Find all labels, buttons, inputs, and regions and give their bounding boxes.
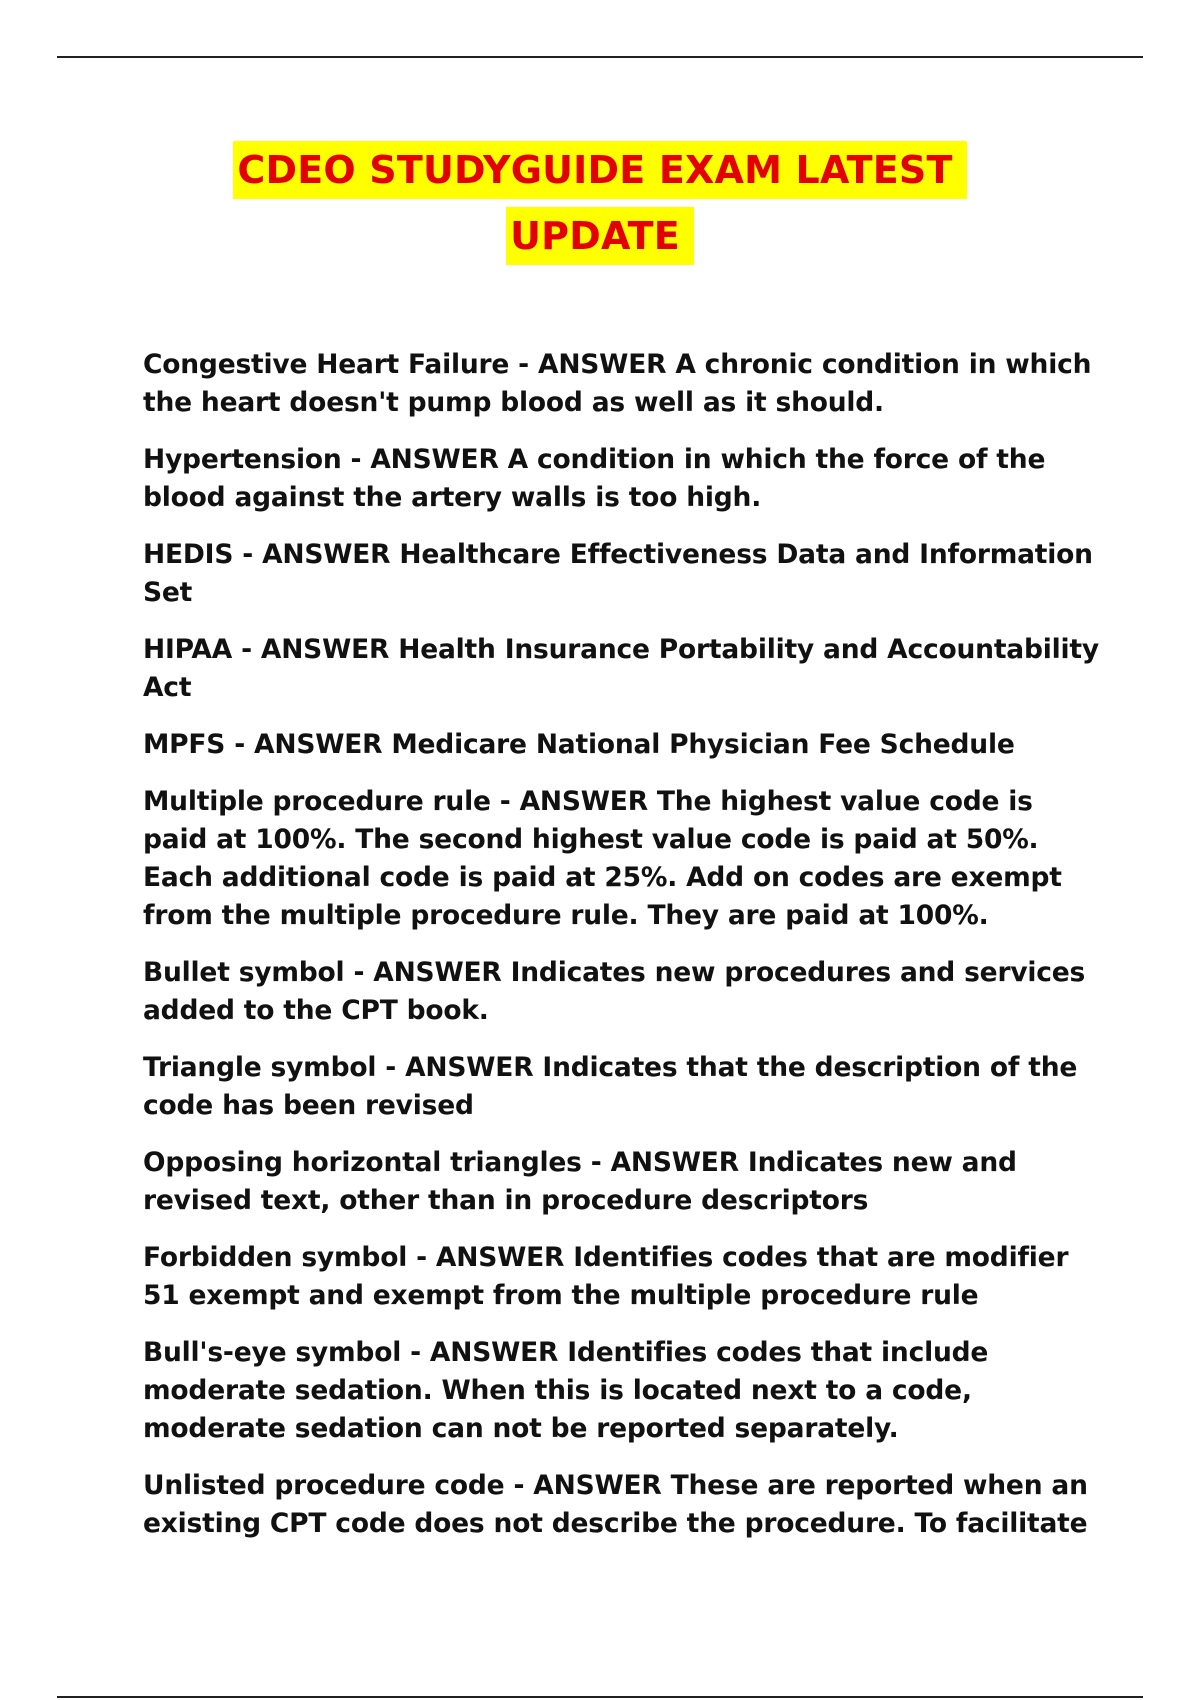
title-text-2: UPDATE xyxy=(506,207,694,265)
bottom-rule xyxy=(57,1696,1143,1698)
title-line-2 xyxy=(0,207,1200,273)
qa-item-hipaa: HIPAA - ANSWER Health Insurance Portability and Accountability Act xyxy=(143,634,1099,703)
qa-item-opposing-triangles: Opposing horizontal triangles - ANSWER Indicates new and revised text, other than in procedure descriptors xyxy=(143,1147,1017,1216)
qa-list xyxy=(143,346,1103,1562)
document-title xyxy=(0,141,1200,273)
top-rule xyxy=(57,56,1143,58)
qa-item-triangle-symbol: Triangle symbol - ANSWER Indicates that the description of the code has been revised xyxy=(143,1052,1078,1121)
qa-item-hedis: HEDIS - ANSWER Healthcare Effectiveness Data and Information Set xyxy=(143,539,1093,608)
qa-item-bulls-eye-symbol: Bull's-eye symbol - ANSWER Identifies codes that include moderate sedation. When this is located next to a code, moderate sedation can not be reported separately. xyxy=(143,1337,989,1444)
qa-item-hypertension: Hypertension - ANSWER A condition in which the force of the blood against the artery walls is too high. xyxy=(143,444,1046,513)
qa-item-unlisted-procedure-code: Unlisted procedure code - ANSWER These are reported when an existing CPT code does not describe the procedure. To facilitate xyxy=(143,1470,1088,1539)
qa-item-multiple-procedure-rule: Multiple procedure rule - ANSWER The highest value code is paid at 100%. The second highest value code is paid at 50%. Each additional code is paid at 25%. Add on codes are exempt from the multiple procedure rule. They are paid at 100%. xyxy=(143,786,1062,931)
qa-item-bullet-symbol: Bullet symbol - ANSWER Indicates new procedures and services added to the CPT book. xyxy=(143,957,1086,1026)
title-text-1: CDEO STUDYGUIDE EXAM LATEST xyxy=(233,141,966,199)
qa-item-forbidden-symbol: Forbidden symbol - ANSWER Identifies codes that are modifier 51 exempt and exempt from the multiple procedure rule xyxy=(143,1242,1069,1311)
qa-item-congestive-heart-failure: Congestive Heart Failure - ANSWER A chronic condition in which the heart doesn't pump blood as well as it should. xyxy=(143,349,1092,418)
title-line-1 xyxy=(0,141,1200,207)
qa-item-mpfs: MPFS - ANSWER Medicare National Physician Fee Schedule xyxy=(143,729,1015,760)
